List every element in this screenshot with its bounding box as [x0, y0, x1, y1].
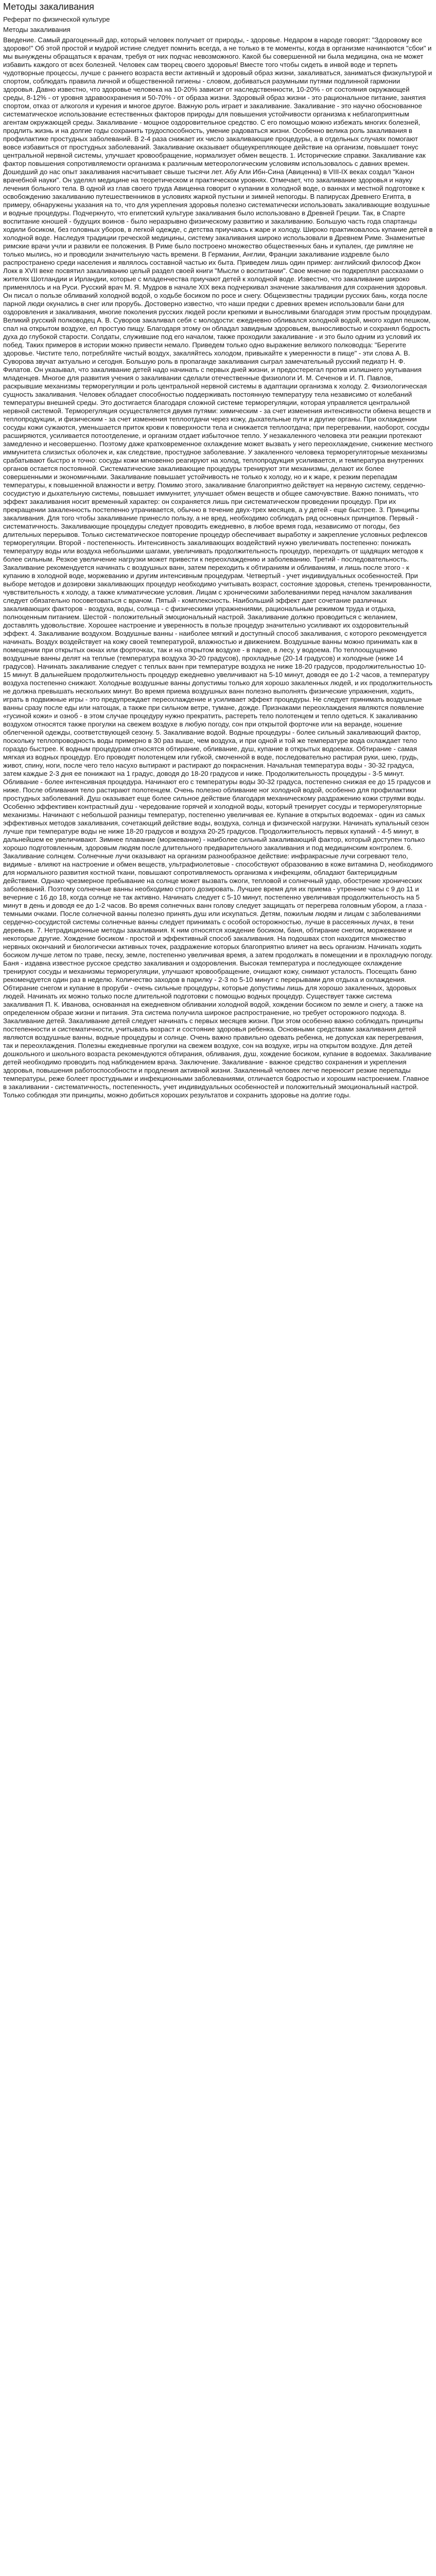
article-body: Введение. Самый драгоценный дар, который человек получает от природы, - здоровье. Недаром в народе говорят: "Здоровому все здорово!" Об этой простой и мудрой истине следует помнить всегда, а не только в те моменты, когда в организме начинаются "сбои" и мы вынуждены обращаться к врачам, требуя от них подчас невозможного. Какой бы совершенной ни была медицина, она не может избавить каждого от всех болезней. Человек сам творец своего здоровья! Вместе того чтобы сидеть в инвой воде и терпеть чудотворные процессы, лучше с раннего возраста вести активный и здоровый образ жизни, закаливаться, заниматься физкультурой и спортом, соблюдать правила личной и общественной гигиены - словом, добиваться разумными путями подлинной гармонии здоровья. Давно известно, что здоровье человека на 10-20% зависит от наследственности, 10-20% - от состояния окружающей среды, 8-12% - от уровня здравоохранения и 50-70% - от образа жизни. Здоровый образ жизни - это рациональное питание, занятия спортом, отказ от алкоголя и курения и многое другое. Важную роль играет и закаливание. Закаливание - это научно обоснованное систематическое использование естественных факторов природы для повышения устойчивости организма к неблагоприятным агентам окружающей среды. Закаливание - мощное оздоровительное средство. С его помощью можно избежать многих болезней, продлить жизнь и на долгие годы сохранить трудоспособность, умение радоваться жизни. Особенно велика роль закаливания в профилактике простудных заболеваний. В 2-4 раза снижает их число закаливающие процедуры, а в отдельных случаях помогают вовсе избавиться от простудных заболеваний. Закаливание оказывает общеукрепляющее действие на организм, повышает тонус центральной нервной системы, улучшает кровообращение, нормализует обмен веществ. 1. Исторические справки. Закаливание как фактор повышения сопротивляемости организма к различным метеорологическим условиям использовалось с давних времен. Дошедший до нас опыт закаливания насчитывает свыше тысячи лет. Абу Али Ибн-Сина (Авиценна) в VIII-IX веках создал "Канон врачебной науки". Он уделял медицине на теоретическом и практическом уровнях. Отмечает, что закаливание здоровья и науку лечения больного тела. В одной из глав своего труда Авиценна говорит о купании в холодной воде, о ваннах и местной подготовке к освобождению закаливанию путешественников в условиях жаркой пустыни и зимней непогоды. В папирусах Древнего Египта, в примеру, обнаружены указания на то, что для укрепления здоровья полезно систематически использовать закаливающие воздушные и водные процедуры. Подчеркнуто, что египетский культуре закаливания было использовано в Древней Греции. Так, в Спарте воспитание юношей - будущих воинов - было неразрывно физическому развитию и закаливанию. Большую часть года спартанцы ходили босиком, без головных уборов, в легкой одежде, с детства приучаясь к жаре и холоду. Широко практиковалось купание детей в холодной воде. Наследуя традиции греческой медицины, систему закаливания широко использовали в Древнем Риме. Знаменитые римские врачи учли и развили ее положения. В Риме было построено множество общественных бань и купален, где римляне не только мылись, но и проводили значительную часть времени. В Германии, Англии, Франции закаливание издревле было распространено среди населения и являлось составной частью их быта. Приведем лишь один пример: английский философ Джон Локк в XVII веке посвятил закаливанию целый раздел своей книги "Мысли о воспитании". Свое мнение он подкреплял рассказами о жителях Шотландии и Ирландии, которые с младенчества приучают детей к холодной воде. Известно, что закаливание широко применялось и на Руси. Русский врач М. Я. Мудров в начале XIX века подчеркивал значение закаливания для сохранения здоровья. Он писал о пользе обливаний холодной водой, о ходьбе босиком по росе и снегу. Общеизвестны традиции русских бань, когда после парной люди окунались в снег или прорубь. Достоверно известно, что наши предки с древних времен использовали бани для оздоровления и закаливания, многие поколения русских людей росли крепкими и выносливыми благодаря этим простым процедурам. Великий русский полководец А. В. Суворов закаливал себя с молодости: ежедневно обливался холодной водой, много ходил пешком, спал на открытом воздухе, ел простую пищу. Благодаря этому он обладал завидным здоровьем, выносливостью и сохранял бодрость духа до глубокой старости. Солдаты, служившие под его началом, также проходили закаливание - и это было одним из условий их побед. Таких примеров в истории можно привести немало. Приведем только одно выражение великого полководца: "Берегите здоровье. Чистите тело, потребляйте чистый воздух, закаляйтесь холодом, привыкайте к умеренности в пище" - эти слова А. В. Суворова звучат актуально и сегодня. Большую роль в пропаганде закаливания сыграл замечательный русский педиатр Н. Ф. Филатов. Он указывал, что закаливание детей надо начинать с первых дней жизни, и предостерегал против излишнего укутывания младенцев. Многое для развития учения о закаливании сделали отечественные физиологи И. М. Сеченов и И. П. Павлов, раскрывшие механизмы терморегуляции и роль центральной нервной системы в адаптации организма к холоду. 2. Физиологическая сущность закаливания. Человек обладает способностью поддерживать постоянную температуру тела независимо от колебаний температуры внешней среды. Это достигается благодаря сложной системе терморегуляции, которая управляется центральной нервной системой. Терморегуляция осуществляется двумя путями: химическим - за счет изменения интенсивности обмена веществ и теплопродукции, и физическим - за счет изменения теплоотдачи через кожу, дыхательные пути и другие органы. При охлаждении сосуды кожи сужаются, уменьшается приток крови к поверхности тела и снижается теплоотдача; при перегревании, наоборот, сосуды расширяются, усиливается потоотделение, и организм отдает избыточное тепло. У незакаленного человека эти реакции протекают замедленно и несовершенно. Поэтому даже кратковременное охлаждение может вызвать у него переохлаждение, снижение местного иммунитета слизистых оболочек и, как следствие, простудное заболевание. У закаленного человека терморегуляторные механизмы срабатывают быстро и точно: сосуды кожи мгновенно реагируют на холод, теплопродукция усиливается, и температура внутренних органов остается постоянной. Систематические закаливающие процедуры тренируют эти механизмы, делают их более совершенными и экономичными. Закаливание повышает устойчивость не только к холоду, но и к жаре, к резким перепадам температуры, к повышенной влажности и ветру. Помимо этого, закаливание благоприятно действует на нервную систему, сердечно-сосудистую и дыхательную системы, повышает иммунитет, улучшает обмен веществ и общее самочувствие. Важно понимать, что эффект закаливания носит временный характер: он сохраняется лишь при систематическом проведении процедур. При их прекращении закаленность постепенно утрачивается, обычно в течение двух-трех месяцев, а у детей - еще быстрее. 3. Принципы закаливания. Для того чтобы закаливание принесло пользу, а не вред, необходимо соблюдать ряд основных принципов. Первый - систематичность. Закаливающие процедуры следует проводить ежедневно, в любое время года, независимо от погоды, без длительных перерывов. Только систематическое повторение процедур обеспечивает выработку и закрепление условных рефлексов терморегуляции. Второй - постепенность. Интенсивность закаливающих воздействий нужно увеличивать постепенно: понижать температуру воды или воздуха небольшими шагами, увеличивать продолжительность процедур, переходить от щадящих методов к более сильным. Резкое увеличение нагрузки может привести к переохлаждению и заболеванию. Третий - последовательность. Закаливание рекомендуется начинать с воздушных ванн, затем переходить к обтираниям и обливаниям, и лишь после этого - к купанию в холодной воде, моржеванию и другим интенсивным процедурам. Четвертый - учет индивидуальных особенностей. При выборе методов и дозировки закаливающих процедур необходимо учитывать возраст, состояние здоровья, степень тренированности, чувствительность к холоду, а также климатические условия. Лицам с хроническими заболеваниями перед началом закаливания следует обязательно посоветоваться с врачом. Пятый - комплексность. Наибольший эффект дает сочетание различных закаливающих факторов - воздуха, воды, солнца - с физическими упражнениями, рациональным режимом труда и отдыха, полноценным питанием. Шестой - положительный эмоциональный настрой. Закаливание должно проводиться с желанием, доставлять удовольствие. Хорошее настроение и уверенность в пользе процедур значительно усиливают их оздоровительный эффект. 4. Закаливание воздухом. Воздушные ванны - наиболее мягкий и доступный способ закаливания, с которого рекомендуется начинать. Воздух воздействует на кожу своей температурой, влажностью и движением. Воздушные ванны можно принимать как в помещении при открытых окнах или форточках, так и на открытом воздухе - в парке, в лесу, у водоема. По теплоощущению воздушные ванны делят на теплые (температура воздуха 30-20 градусов), прохладные (20-14 градусов) и холодные (ниже 14 градусов). Начинать закаливание следует с теплых ванн при температуре воздуха не ниже 18-20 градусов, продолжительностью 10-15 минут. В дальнейшем продолжительность процедур ежедневно увеличивают на 5-10 минут, доводя ее до 1-2 часов, а температуру воздуха постепенно снижают. Холодные воздушные ванны допустимы только для хорошо закаленных людей, и их продолжительность не должна превышать нескольких минут. Во время приема воздушных ванн полезно выполнять физические упражнения, ходить, играть в подвижные игры - это предупреждает переохлаждение и усиливает эффект процедуры. Не следует принимать воздушные ванны сразу после еды или натощак, а также при сильном ветре, тумане, дожде. Признаками переохлаждения являются появление «гусиной кожи» и озноб - в этом случае процедуру нужно прекратить, растереть тело полотенцем и тепло одеться. К закаливанию воздухом относятся также прогулки на свежем воздухе в любую погоду, сон при открытой форточке или на веранде, ношение облегченной одежды, соответствующей сезону. 5. Закаливание водой. Водные процедуры - более сильный закаливающий фактор, поскольку теплопроводность воды примерно в 30 раз выше, чем воздуха, и при одной и той же температуре вода охлаждает тело гораздо быстрее. К водным процедурам относятся обтирание, обливание, душ, купание в открытых водоемах. Обтирание - самая мягкая из водных процедур. Его проводят полотенцем или губкой, смоченной в воде, последовательно растирая руки, шею, грудь, живот, спину, ноги, после чего тело насухо вытирают и растирают до покраснения. Начальная температура воды - 30-32 градуса, затем каждые 2-3 дня ее понижают на 1 градус, доводя до 18-20 градусов и ниже. Продолжительность процедуры - 3-5 минут. Обливание - более интенсивная процедура. Начинают его с температуры воды 30-32 градуса, постепенно снижая ее до 15 градусов и ниже. После обливания тело растирают полотенцем. Очень полезно обливание ног холодной водой, особенно для профилактики простудных заболеваний. Душ оказывает еще более сильное действие благодаря механическому раздражению кожи струями воды. Особенно эффективен контрастный душ - чередование горячей и холодной воды, который тренирует сосуды и терморегуляторные механизмы. Начинают с небольшой разницы температур, постепенно увеличивая ее. Купание в открытых водоемах - один из самых эффективных методов закаливания, сочетающий действие воды, воздуха, солнца и физической нагрузки. Начинать купальный сезон лучше при температуре воды не ниже 18-20 градусов и воздуха 20-25 градусов. Продолжительность первых купаний - 4-5 минут, в дальнейшем ее увеличивают. Зимнее плавание (моржевание) - наиболее сильный закаливающий фактор, который доступен только хорошо подготовленным, здоровым людям после длительного предварительного закаливания и под медицинским контролем. 6. Закаливание солнцем. Солнечные лучи оказывают на организм разнообразное действие: инфракрасные лучи согревают тело, видимые - влияют на настроение и обмен веществ, ультрафиолетовые - способствуют образованию в коже витамина D, необходимого для нормального развития костной ткани, повышают сопротивляемость организма к инфекциям, обладают бактерицидным действием. Однако чрезмерное пребывание на солнце может вызвать ожоги, тепловой и солнечный удар, обострение хронических заболеваний. Поэтому солнечные ванны необходимо строго дозировать. Лучшее время для их приема - утренние часы с 9 до 11 и вечерние с 16 до 18, когда солнце не так активно. Начинать следует с 5-10 минут, постепенно увеличивая продолжительность на 5 минут в день и доводя ее до 1-2 часов. Во время солнечных ванн голову следует защищать от перегрева головным убором, а глаза - темными очками. После солнечной ванны полезно принять душ или искупаться. Детям, пожилым людям и лицам с заболеваниями сердечно-сосудистой системы солнечные ванны следует принимать с особой осторожностью, лучше в рассеянных лучах, в тени деревьев. 7. Нетрадиционные методы закаливания. К ним относятся хождение босиком, баня, обтирание снегом, моржевание и некоторые другие. Хождение босиком - простой и эффективный способ закаливания. На подошвах стоп находится множество нервных окончаний и биологически активных точек, раздражение которых благоприятно влияет на весь организм. Начинать ходить босиком лучше летом по траве, песку, земле, постепенно увеличивая время, а затем продолжать в помещении и в прохладную погоду. Баня - издавна известное русское средство закаливания и оздоровления. Высокая температура и последующее охлаждение тренируют сосуды и механизмы терморегуляции, улучшают кровообращение, очищают кожу, снимают усталость. Посещать баню рекомендуется один раз в неделю. Количество заходов в парилку - 2-3 по 5-10 минут с перерывами для отдыха и охлаждения. Обтирание снегом и купание в проруби - очень сильные процедуры, которые допустимы лишь для хорошо закаленных, здоровых людей. Начинать их можно только после длительной подготовки с помощью водных процедур. Существует также система закаливания П. К. Иванова, основанная на ежедневном обливании холодной водой, хождении босиком по земле и снегу, а также на определенном образе жизни и питания. Эта система получила широкое распространение, но требует осторожного подхода. 8. Закаливание детей. Закаливание детей следует начинать с первых месяцев жизни. При этом особенно важно соблюдать принципы постепенности и систематичности, учитывать возраст и состояние здоровья ребенка. Основными средствами закаливания детей являются воздушные ванны, водные процедуры и солнце. Очень важно правильно одевать ребенка, не допуская как перегревания, так и переохлаждения. Полезны ежедневные прогулки на свежем воздухе, сон на воздухе, игры на открытом воздухе. Для детей дошкольного и школьного возраста рекомендуются обтирания, обливания, душ, хождение босиком, купание в водоемах. Закаливание детей необходимо проводить под наблюдением врача. Заключение. Закаливание - важное средство сохранения и укрепления здоровья, повышения работоспособности и продления активной жизни. Закаленный человек легче переносит резкие перепады температуры, реже болеет простудными и инфекционными заболеваниями, отличается бодростью и хорошим настроением. Главное в закаливании - систематичность, постепенность, учет индивидуальных особенностей и положительный эмоциональный настрой. Только соблюдая эти принципы, можно добиться хороших результатов и сохранить здоровье на долгие годы.	[3, 36, 433, 1099]
page-title: Методы закаливания	[3, 2, 94, 12]
document-page	[0, 0, 436, 1099]
section-label: Методы закаливания	[3, 26, 71, 33]
document-subtitle: Реферат по физической культуре	[3, 15, 110, 23]
